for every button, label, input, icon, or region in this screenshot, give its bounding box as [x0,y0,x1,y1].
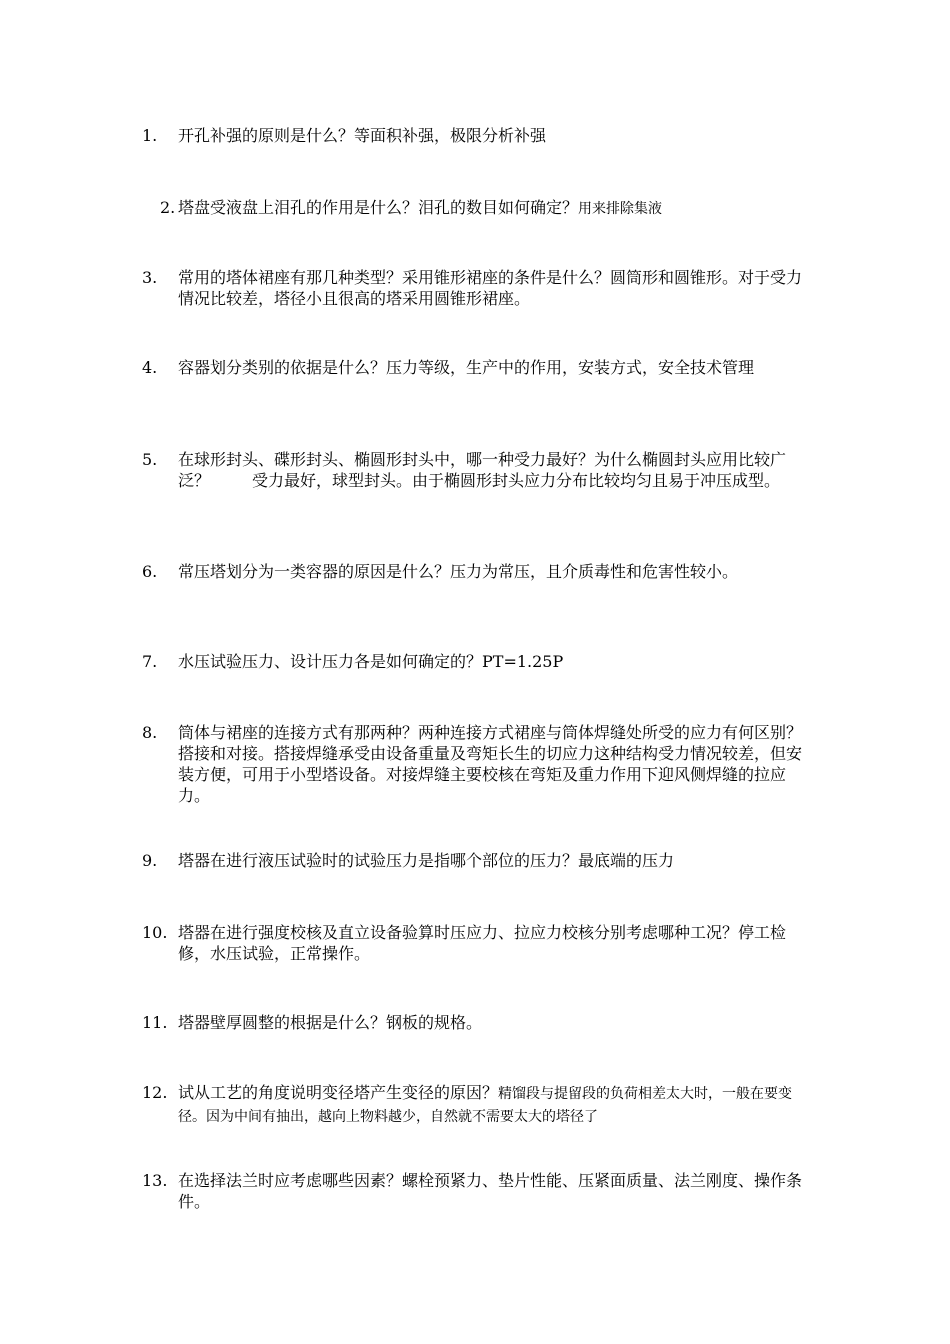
question-prompt: 塔盘受液盘上泪孔的作用是什么？泪孔的数目如何确定？ [178,198,579,217]
question-2 [160,197,800,220]
question-number: 9. [142,851,158,870]
question-text [178,1012,810,1033]
question-text [178,197,798,220]
question-12 [142,1082,822,1128]
question-answer: 停工检修，水压试验，正常操作。 [178,923,787,963]
question-number: 5. [142,450,158,469]
question-number: 13. [142,1171,168,1190]
question-answer: 螺栓预紧力、垫片性能、压紧面质量、法兰刚度、操作条件。 [178,1171,803,1211]
question-answer: 精馏段与提留段的负荷相差太大时，一般在要变径。因为中间有抽出，越向上物料越少，自然就不需要太大的塔径了 [178,1086,793,1125]
question-prompt: 塔器在进行液压试验时的试验压力是指哪个部位的压力？ [178,851,579,870]
question-text [178,1170,810,1212]
question-answer: 钢板的规格。 [386,1013,483,1032]
question-prompt: 塔器壁厚圆整的根据是什么？ [178,1013,387,1032]
question-6 [142,561,822,582]
question-number: 12. [142,1083,168,1102]
question-answer: 搭接和对接。搭接焊缝承受由设备重量及弯矩长生的切应力这种结构受力情况较差，但安装方便，可用于小型塔设备。对接焊缝主要校核在弯矩及重力作用下迎风侧焊缝的拉应力。 [178,744,803,805]
question-number: 7. [142,652,158,671]
question-answer: 受力最好，球型封头。由于椭圆形封头应力分布比较均匀且易于冲压成型。 [252,471,781,490]
question-prompt: 筒体与裙座的连接方式有那两种？两种连接方式裙座与筒体焊缝处所受的应力有何区别？ [178,723,803,742]
question-number: 2. [160,198,176,217]
question-text [178,1082,810,1128]
question-prompt: 容器划分类别的依据是什么？ [178,358,387,377]
question-answer: 等面积补强，极限分析补强 [354,126,547,145]
question-3 [142,267,822,309]
question-text [178,850,810,871]
question-prompt: 开孔补强的原则是什么？ [178,126,355,145]
question-13 [142,1170,822,1212]
question-text [178,125,810,146]
question-text [178,651,810,672]
question-answer: 压力为常压，且介质毒性和危害性较小。 [450,562,739,581]
question-text [178,922,810,964]
question-number: 3. [142,268,158,287]
question-7 [142,651,822,672]
question-number: 8. [142,723,158,742]
question-prompt: 常用的塔体裙座有那几种类型？采用锥形裙座的条件是什么？ [178,268,611,287]
question-number: 11. [142,1013,168,1032]
question-answer: 最底端的压力 [578,851,675,870]
question-text [178,722,810,806]
question-5 [142,449,822,491]
question-answer: 圆筒形和圆锥形。对于受力情况比较差，塔径小且很高的塔采用圆锥形裙座。 [178,268,803,308]
question-text [178,267,810,309]
question-number: 4. [142,358,158,377]
question-prompt: 常压塔划分为一类容器的原因是什么？ [178,562,451,581]
question-prompt: 塔器在进行强度校核及直立设备验算时压应力、拉应力校核分别考虑哪种工况？ [178,923,739,942]
question-9 [142,850,822,871]
question-answer: 用来排除集液 [578,201,663,217]
question-4 [142,357,822,378]
question-8 [142,722,822,806]
question-prompt: 在球形封头、碟形封头、椭圆形封头中，哪一种受力最好？为什么椭圆封头应用比较广泛？ [178,450,787,490]
question-prompt: 在选择法兰时应考虑哪些因素？ [178,1171,403,1190]
question-number: 6. [142,562,158,581]
question-prompt: 试从工艺的角度说明变径塔产生变径的原因？ [178,1083,499,1102]
question-text [178,357,810,378]
question-text [178,449,810,491]
question-answer: PT=1.25P [482,652,564,671]
question-prompt: 水压试验压力、设计压力各是如何确定的？ [178,652,483,671]
question-1 [142,125,822,146]
question-number: 1. [142,126,158,145]
question-11 [142,1012,822,1033]
question-text [178,561,810,582]
question-10 [142,922,822,964]
question-number: 10. [142,923,168,942]
question-answer: 压力等级，生产中的作用，安装方式，安全技术管理 [386,358,755,377]
